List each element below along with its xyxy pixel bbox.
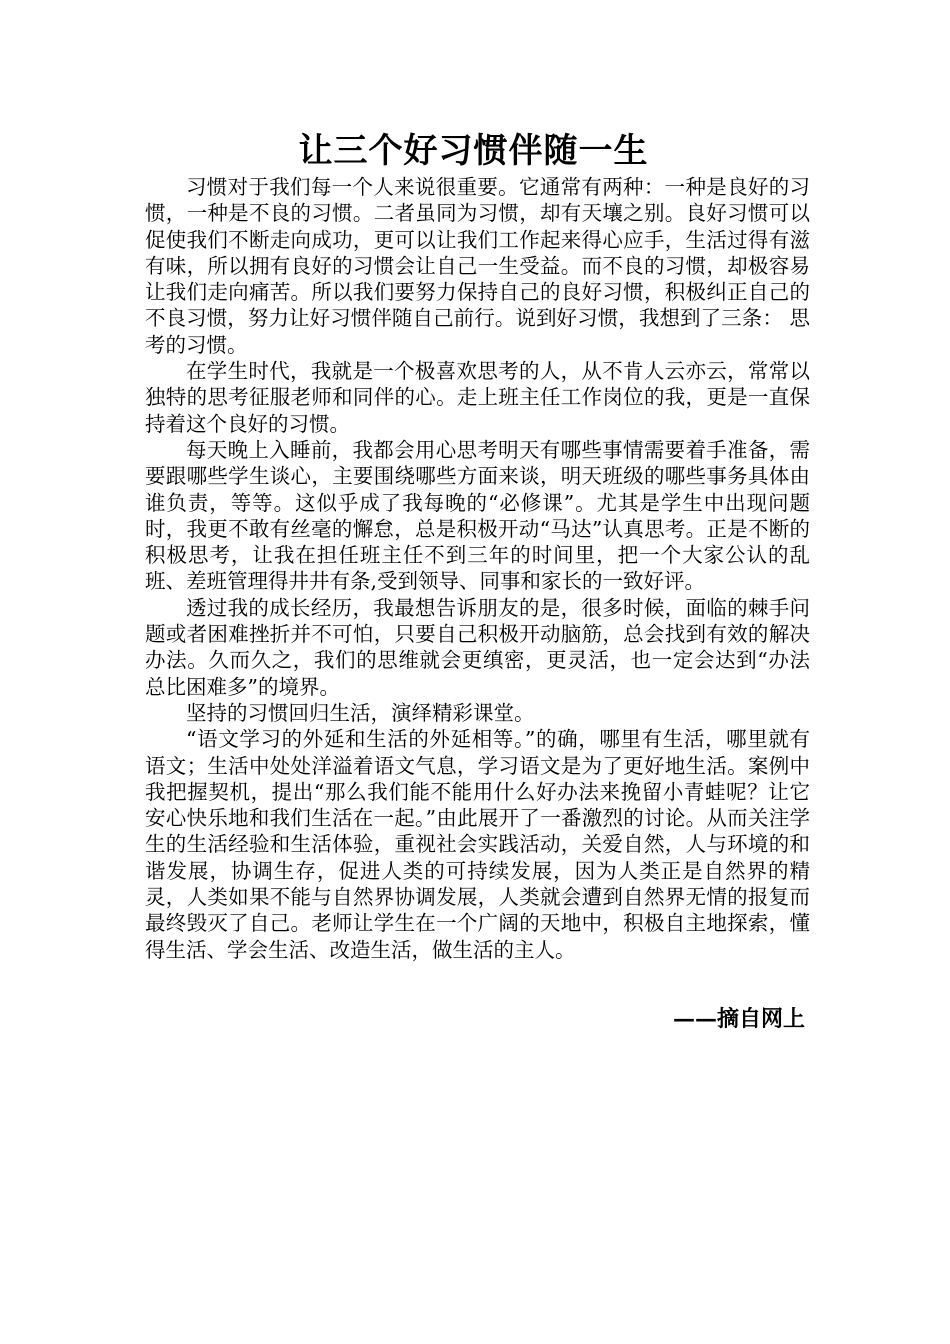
document-title: 让三个好习惯伴随一生 xyxy=(298,131,649,171)
paragraph-nightly-thinking: 每天晚上入睡前，我都会用心思考明天有哪些事情需要着手准备，需要跟哪些学生谈心，主要围绕哪些方面来谈，明天班级的哪些事务具体由谁负责，等等。这似乎成了我每晚的“必修课”。尤其是学生中出现问题时，我更不敢有丝毫的懈怠，总是积极开动“马达”认真思考。正是不断的积极思考，让我在担任班主任不到三年的时间里，把一个大家公认的乱班、差班管理得井井有条,受到领导、同事和家长的一致好评。 xyxy=(145,437,810,594)
paragraph-intro: 习惯对于我们每一个人来说很重要。它通常有两种：一种是良好的习惯，一种是不良的习惯。二者虽同为习惯，却有天壤之别。良好习惯可以促使我们不断走向成功，更可以让我们工作起来得心应手，生活过得有滋有味，所以拥有良好的习惯会让自己一生受益。而不良的习惯，却极容易让我们走向痛苦。所以我们要努力保持自己的良好习惯，积极纠正自己的不良习惯，努力让好习惯伴随自己前行。说到好习惯，我想到了三条： 思考的习惯。 xyxy=(145,175,810,357)
paragraph-chinese-learning: “语文学习的外延和生活的外延相等。”的确，哪里有生活，哪里就有语文；生活中处处洋溢着语文气息，学习语文是为了更好地生活。案例中我把握契机，提出“那么我们能不能用什么好办法来挽留小青蛙呢？让它安心快乐地和我们生活在一起。”由此展开了一番激烈的讨论。从而关注学生的生活经验和生活体验，重视社会实践活动，关爱自然，人与环境的和谐发展，协调生存，促进人类的可持续发展，因为人类正是自然界的精灵，人类如果不能与自然界协调发展，人类就会遭到自然界无情的报复而最终毁灭了自己。老师让学生在一个广阔的天地中，积极自主地探索，懂得生活、学会生活、改造生活，做生活的主人。 xyxy=(145,727,810,962)
document-body xyxy=(145,128,810,963)
source-attribution: ——摘自网上 xyxy=(672,1006,805,1032)
paragraph-persistence-heading: 坚持的习惯回归生活，演绎精彩课堂。 xyxy=(186,700,535,725)
paragraph-growth-experience: 透过我的成长经历，我最想告诉朋友的是，很多时候，面临的棘手问题或者困难挫折并不可怕，只要自己积极开动脑筋，总会找到有效的解决办法。久而久之，我们的思维就会更缜密，更灵活，也一定会达到“办法总比困难多”的境界。 xyxy=(145,595,810,699)
paragraph-student-era: 在学生时代，我就是一个极喜欢思考的人，从不肯人云亦云，常常以独特的思考征服老师和同伴的心。走上班主任工作岗位的我，更是一直保持着这个良好的习惯。 xyxy=(145,359,810,436)
